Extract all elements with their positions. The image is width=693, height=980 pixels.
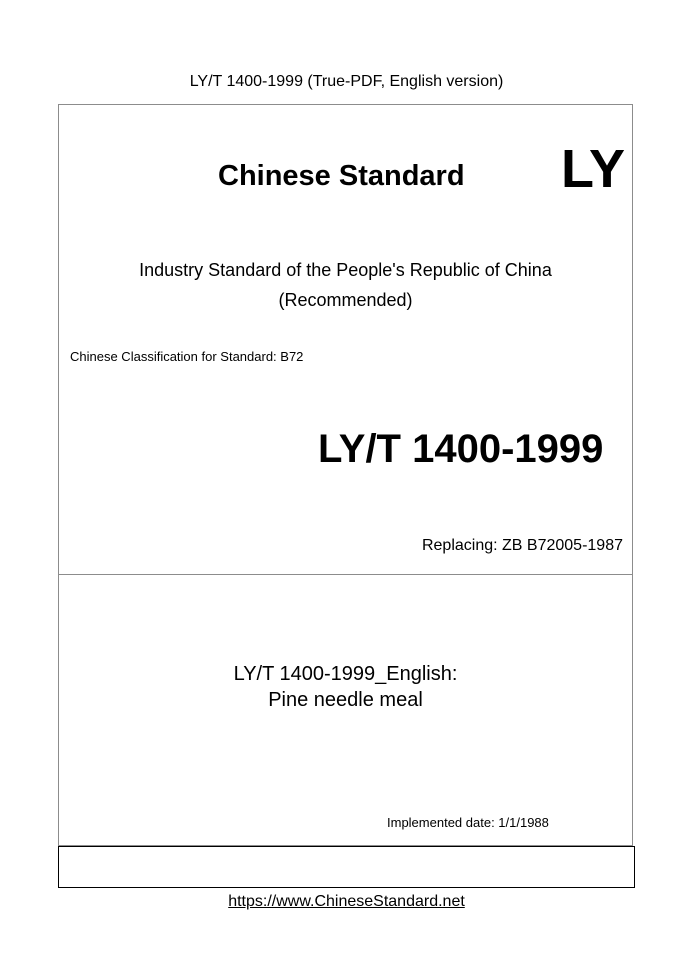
empty-footer-box — [58, 846, 635, 888]
category-mark: LY — [561, 139, 626, 199]
replacing-label: Replacing: ZB B72005-1987 — [421, 537, 623, 554]
implemented-date: Implemented date: 1/1/1988 — [387, 815, 549, 830]
classification-label: Chinese Classification for Standard: B72 — [70, 349, 304, 364]
standard-number: LY/T 1400-1999 — [318, 427, 604, 471]
document-title: Pine needle meal — [268, 689, 423, 711]
document-reference-header: LY/T 1400-1999 (True-PDF, English version) — [189, 73, 504, 90]
document-code-line: LY/T 1400-1999_English: — [233, 663, 458, 685]
website-link[interactable]: https://www.ChineseStandard.net — [228, 893, 465, 910]
cover-heading: Chinese Standard — [218, 160, 465, 192]
footer — [0, 892, 693, 912]
industry-standard-line: Industry Standard of the People's Republic of China — [139, 260, 552, 280]
recommended-line: (Recommended) — [278, 290, 413, 310]
